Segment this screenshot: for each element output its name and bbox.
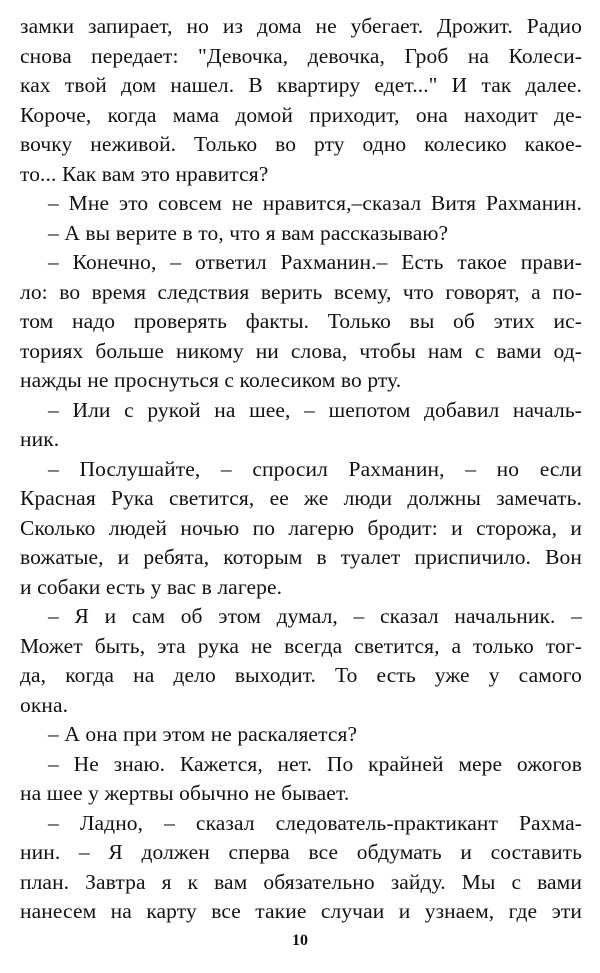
text-line: – Мне это совсем не нравится,–сказал Витя Рахманин. <box>48 191 582 215</box>
text-line: том надо проверять факты. Только вы об этих ис- <box>20 309 582 333</box>
text-line: вочку неживой. Только во рту одно колесико какое- <box>20 132 582 156</box>
text-line: – Или с рукой на шее, – шепотом добавил началь- <box>48 397 582 422</box>
text-line: Может быть, эта рука не всегда светится, а только тог- <box>20 633 582 658</box>
text-line: замки запирает, но из дома не убегает. Дрожит. Радио <box>20 14 582 38</box>
text-line: ках твой дом нашел. В квартиру едет..." И так далее. <box>20 73 582 97</box>
text-line: нажды не проснуться с колесиком во рту. <box>20 368 402 392</box>
text-line: окна. <box>20 692 69 717</box>
text-line: – Не знаю. Кажется, нет. По крайней мере ожогов <box>48 751 582 776</box>
book-page-text <box>20 12 582 927</box>
text-line: – А она при этом не раскаляется? <box>48 722 358 746</box>
text-line: – Ладно, – сказал следователь-практикант Рахма- <box>48 810 582 835</box>
text-line: Красная Рука светится, ее же люди должны замечать. <box>20 486 582 510</box>
text-line: снова передает: "Девочка, девочка, Гроб на Колеси- <box>20 43 582 68</box>
text-line: вожатые, и ребята, которым в туалет приспичило. Вон <box>20 545 582 569</box>
text-line: нин. – Я должен сперва все обдумать и составить <box>20 840 582 864</box>
text-line: ло: во время следствия верить всему, что говорят, а по- <box>20 279 582 304</box>
text-line: и собаки есть у вас в лагере. <box>20 574 283 599</box>
text-line: – А вы верите в то, что я вам рассказываю? <box>48 220 449 245</box>
text-line: ториях больше никому ни слова, чтобы нам с вами од- <box>20 338 582 363</box>
text-line: нанесем на карту все такие случаи и узнаем, где эти <box>20 899 582 923</box>
text-line: план. Завтра я к вам обязательно зайду. Мы с вами <box>20 869 582 894</box>
text-line: – Конечно, – ответил Рахманин.– Есть такое прави- <box>48 250 582 274</box>
text-line: Короче, когда мама домой приходит, она находит де- <box>20 102 582 127</box>
text-line: ник. <box>20 427 60 451</box>
text-line: на шее у жертвы обычно не бывает. <box>20 781 350 805</box>
text-line: – Я и сам об этом думал, – сказал начальник. – <box>48 604 582 628</box>
text-line: Сколько людей ночью по лагерю бродит: и сторожа, и <box>20 515 582 540</box>
page-number: 10 <box>292 932 308 949</box>
text-line: да, когда на дело выходит. То есть уже у самого <box>20 663 582 687</box>
text-line: – Послушайте, – спросил Рахманин, – но если <box>48 456 582 481</box>
text-line: то... Как вам это нравится? <box>20 161 269 186</box>
